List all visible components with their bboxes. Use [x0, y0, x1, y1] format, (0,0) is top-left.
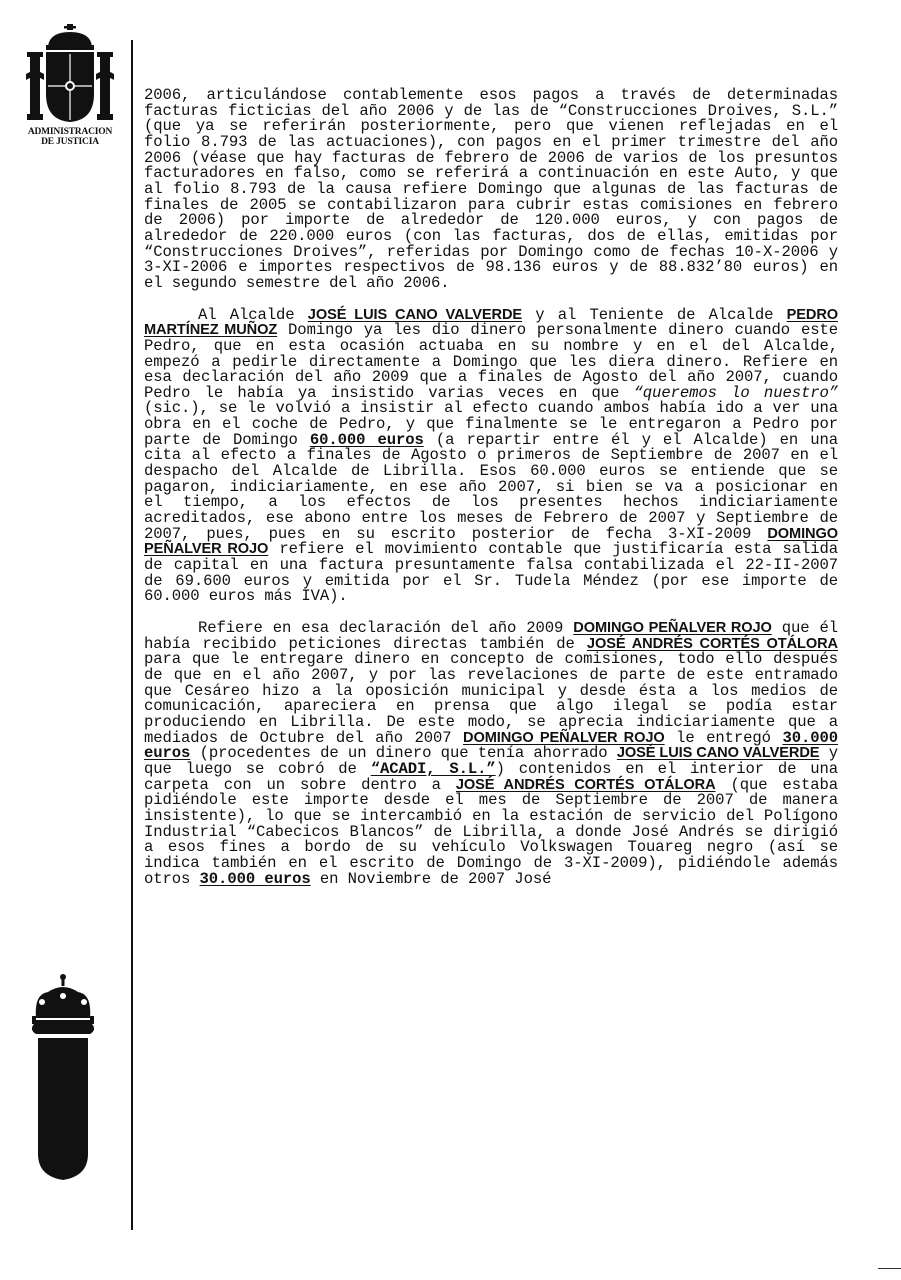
highlighted-name: PEDRO MARTÍNEZ MUÑOZ: [144, 306, 839, 339]
text-run: 2006, articulándose contablemente esos pagos a través de determinadas facturas ficticias del año 2006 y de las de “Construcciones Droives, S.L.” (que ya se referirán posteriormente, pero que vienen reflejadas en el folio 8.793 de las actuaciones), con pagos en el primer trimestre del año 2006 (véase que hay facturas de febrero de 2006 de varios de los presuntos facturadores en falso, como se referirá a continuación en este Auto, y que al folio 8.793 de la causa refiere Domingo que algunas de las facturas de finales de 2005 se contabilizaron para cubrir estas comisiones en febrero de 2006) por importe de alrededor de 120.000 euros, y con pagos de alrededor de 220.000 euros (con las facturas, dos de ellas, emitidas por “Construcciones Droives”, referidas por Domingo como de fechas 10-X-2006 y 3-XI-2006 e importes respectivos de 98.136 euros y de 88.832’80 euros) en el segundo semestre del año 2006.: [144, 86, 838, 292]
org-name-line1: ADMINISTRACION: [27, 127, 113, 137]
org-name-line2: DE JUSTICIA: [41, 137, 99, 147]
highlighted-name: JOSÉ ANDRÉS CORTÉS OTÁLORA: [586, 635, 838, 652]
quoted-text: “queremos lo nuestro”: [633, 383, 838, 402]
highlighted-amount: 30.000 euros: [199, 869, 311, 888]
text-run: que él había recibido peticiones directas también de: [144, 619, 838, 653]
text-run: le entregó: [664, 728, 783, 747]
text-run: para que le entregare dinero en concepto de comisiones, todo ello después de que en el año 2007, y por las revelaciones de parte de este entramado que Cesáreo hizo a la oposición municipal y desde ésta a los medios de comunicación, apareciera en prensa que algo ilegal se podía estar produciendo en Librilla. De este modo, se aprecia indiciariamente que a mediados de Octubre del año 2007: [144, 650, 838, 747]
text-run: (sic.), se le volvió a insistir al efecto cuando ambos había ido a ver una obra en el coche de Pedro, y que finalmente se le entregaron a Pedro por parte de Domingo: [144, 399, 838, 449]
text-run: refiere el movimiento contable que justificaría esta salida de capital en una factura presuntamente falsa contabilizada el 22-II-2007 de 69.600 euros y emitida por el Sr. Tudela Méndez (por ese importe de 60.000 euros más IVA).: [144, 540, 838, 606]
text-run: Domingo ya les dio dinero personalmente dinero cuando este Pedro, que en esta ocasión actuaba en su nombre y en el del Alcalde, empezó a pedirle directamente a Domingo que les diera dinero. Refiere en esa declaración del año 2009 que a finales de Agosto del año 2007, cuando Pedro le había ya insistido varias veces en que: [144, 321, 838, 402]
highlighted-company: “ACADI, S.L.”: [370, 759, 496, 778]
coat-of-arms-icon: [26, 24, 114, 124]
document-body: [144, 88, 838, 887]
text-run: (que estaba pidiéndole este importe desde el mes de Septiembre de 2007 de manera insistente), lo que se intercambió en la estación de servicio del Polígono Industrial “Cabecicos Blancos” de Librilla, a donde José Andrés se dirigió a esos fines a bordo de su vehículo Volkswagen Touareg negro (así se indica también en el escrito de Domingo de 3-XI-2009), pidiéndole además otros: [144, 775, 839, 888]
highlighted-name: DOMINGO PEÑALVER ROJO: [463, 729, 665, 746]
text-run: y que luego se cobró de: [144, 744, 839, 778]
margin-rule: [131, 40, 133, 1230]
highlighted-name: JOSÉ LUIS CANO VALVERDE: [307, 306, 523, 323]
text-run: Refiere en esa declaración del año 2009: [198, 619, 574, 637]
regional-coat-of-arms-icon: [28, 972, 98, 1182]
highlighted-amount: 60.000 euros: [309, 430, 424, 449]
highlighted-name: DOMINGO PEÑALVER ROJO: [144, 525, 838, 558]
paragraph-3: [144, 621, 838, 887]
highlighted-name: JOSÉ LUIS CANO VALVERDE: [616, 745, 820, 762]
text-run: (procedentes de un dinero que tenía ahorrado: [190, 744, 617, 763]
text-run: en Noviembre de 2007 José: [310, 869, 552, 888]
text-run: (a repartir entre él y el Alcalde) en una cita al efecto a finales de Agosto o primeros de Septiembre de 2007 en el despacho del Alcalde de Librilla. Esos 60.000 euros se entiende que se pagaron, indiciariamente, en ese año 2007, si bien se va a posicionar en el tiempo, a los efectos de los presentes hechos indiciariamente acreditados, ese abono entre los meses de Febrero de 2007 y Septiembre de 2007, pues, pues en su escrito posterior de fecha 3-XI-2009: [144, 430, 839, 543]
highlighted-name: DOMINGO PEÑALVER ROJO: [573, 620, 772, 636]
paragraph-1: [144, 88, 838, 292]
text-run: Al Alcalde: [198, 305, 308, 324]
highlighted-name: JOSÉ ANDRÉS CORTÉS OTÁLORA: [455, 776, 716, 793]
header-emblem: [20, 24, 120, 147]
text-run: y al Teniente de Alcalde: [522, 305, 787, 324]
highlighted-amount: 30.000 euros: [144, 728, 838, 763]
page-edge-mark: [878, 1268, 901, 1269]
paragraph-2: [144, 305, 839, 606]
text-run: ) contenidos en el interior de una carpeta con un sobre dentro a: [144, 759, 839, 794]
